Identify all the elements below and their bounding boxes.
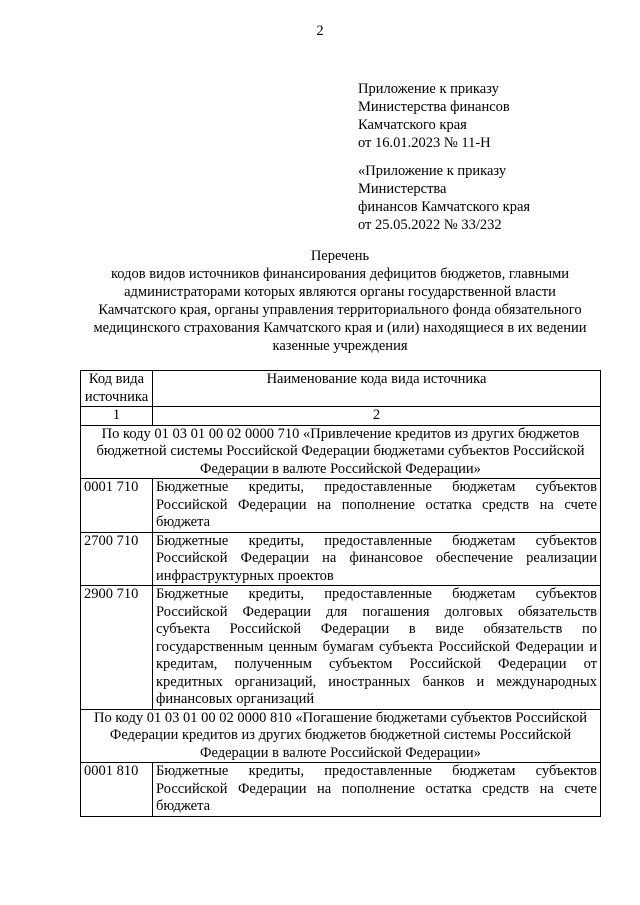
- column-number: 2: [153, 407, 601, 426]
- table-row: [81, 479, 601, 533]
- page-number: 2: [316, 23, 324, 39]
- annex-line: Министерства финансов: [358, 99, 510, 115]
- title-line: кодов видов источников финансирования дефицитов бюджетов, главными: [110, 266, 570, 282]
- column-number: 1: [81, 407, 153, 426]
- annex-line: Министерства: [358, 181, 447, 197]
- annex-line: финансов Камчатского края: [358, 199, 531, 215]
- annex-line: «Приложение к приказу: [358, 163, 507, 179]
- row-code: 0001 710: [81, 479, 153, 533]
- group-heading: По коду 01 03 01 00 02 0000 710 «Привлечение кредитов из других бюджетов бюджетной системы Российской Федерации бюджетами субъектов Российской Федерации в валюте Российской Федерации»: [81, 425, 601, 479]
- row-code: 2900 710: [81, 586, 153, 710]
- annex-line: Приложение к приказу: [358, 81, 499, 97]
- header-name: Наименование кода вида источника: [153, 371, 601, 407]
- group-heading: По коду 01 03 01 00 02 0000 810 «Погашение бюджетами субъектов Российской Федерации кредитов из других бюджетов бюджетной системы Российской Федерации в валюте Российской Федерации»: [81, 709, 601, 763]
- table-header-row: [81, 371, 601, 407]
- row-code: 0001 810: [81, 763, 153, 817]
- table-row: [81, 763, 601, 817]
- header-code: Код вида источника: [81, 371, 153, 407]
- title-line: Перечень: [310, 248, 370, 264]
- row-name: Бюджетные кредиты, предоставленные бюджетам субъектов Российской Федерации для погашения долговых обязательств субъекта Российской Федерации в виде обязательств по государственным ценным бумагам субъекта Российской Федерации и кредитам, полученным субъектом Российской Федерации от кредитных организаций, иностранных банков и международных финансовых организаций: [153, 586, 601, 710]
- title-line: медицинского страхования Камчатского края и (или) находящиеся в их ведении: [93, 320, 587, 336]
- source-codes-table: [80, 370, 601, 817]
- table-row: [81, 532, 601, 586]
- annex-line: от 16.01.2023 № 11-Н: [358, 135, 491, 151]
- row-name: Бюджетные кредиты, предоставленные бюджетам субъектов Российской Федерации на финансовое обеспечение реализации инфраструктурных проектов: [153, 532, 601, 586]
- column-number-row: [81, 407, 601, 426]
- annex-line: от 25.05.2022 № 33/232: [358, 217, 502, 233]
- annex-current-order: [358, 80, 618, 152]
- row-name: Бюджетные кредиты, предоставленные бюджетам субъектов Российской Федерации на пополнение остатка средств на счете бюджета: [153, 479, 601, 533]
- group-heading-row: [81, 425, 601, 479]
- title-line: администраторами которых являются органы государственной власти: [124, 284, 556, 300]
- title-line: Камчатского края, органы управления территориального фонда обязательного: [98, 302, 582, 318]
- title-line: казенные учреждения: [272, 338, 408, 354]
- document-title: [60, 247, 620, 355]
- annex-line: Камчатского края: [358, 117, 467, 133]
- row-name: Бюджетные кредиты, предоставленные бюджетам субъектов Российской Федерации на пополнение остатка средств на счете бюджета: [153, 763, 601, 817]
- row-code: 2700 710: [81, 532, 153, 586]
- group-heading-row: [81, 709, 601, 763]
- table-row: [81, 586, 601, 710]
- annex-original-order: [358, 162, 618, 234]
